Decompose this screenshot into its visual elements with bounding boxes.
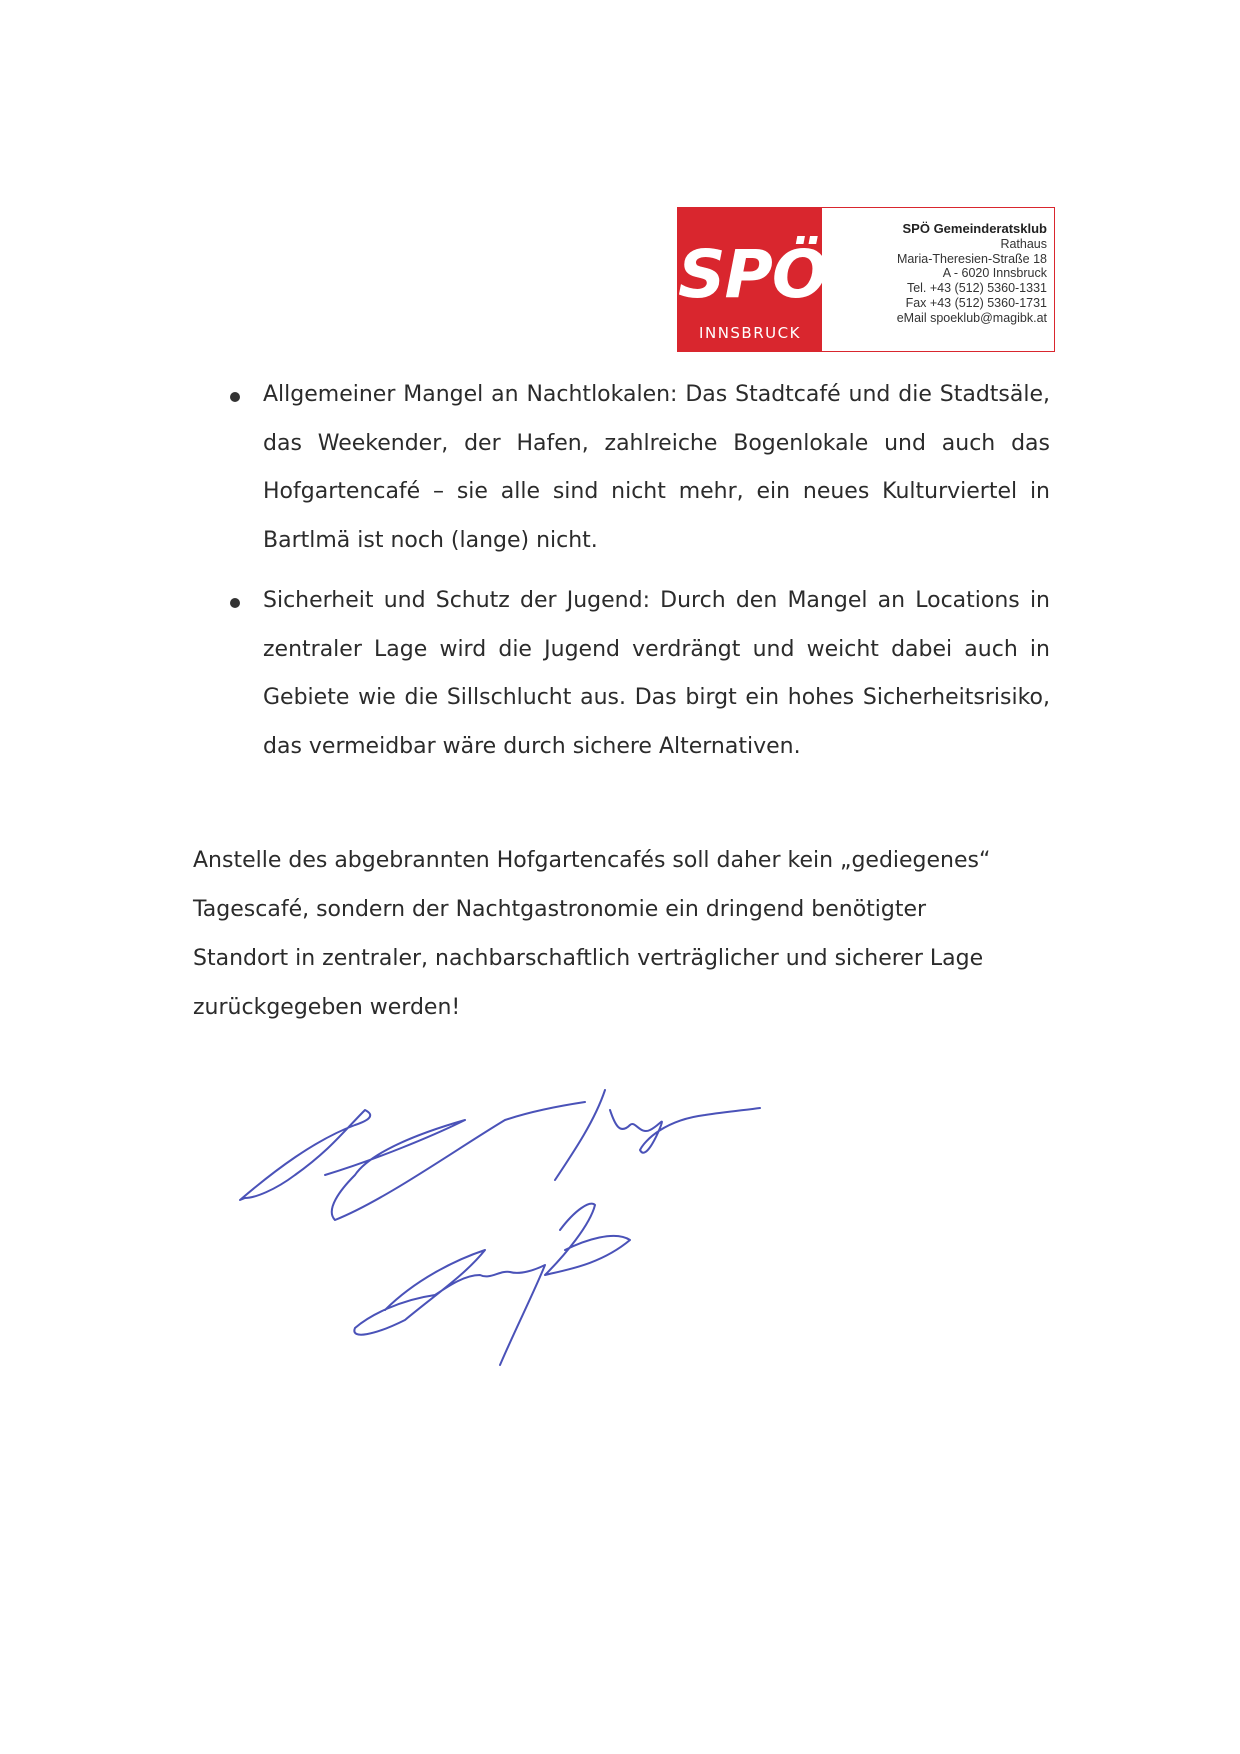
bullet-dot-icon: [230, 598, 240, 608]
closing-paragraph: Anstelle des abgebrannten Hofgartencafés soll daher kein „gediegenes“ Tagescafé, sondern der Nachtgastronomie ein dringend benötigter Standort in zentraler, nachbarschaftlich verträglicher und sicherer Lage zurückgegeben werden!: [193, 848, 991, 1020]
signature-3-loop: [545, 1204, 630, 1275]
address-line-phone: Tel. +43 (512) 5360-1331: [906, 281, 1047, 296]
bullet-item-nightlife: [230, 371, 1050, 565]
logo-text: SPÖ: [678, 236, 828, 313]
bullet-dot-icon: [230, 392, 240, 402]
address-line-city: A - 6020 Innsbruck: [942, 266, 1047, 281]
bullet-text: Sicherheit und Schutz der Jugend: Durch den Mangel an Locations in zentraler Lage wird die Jugend verdrängt und weicht dabei auch in Gebiete wie die Sillschlucht aus. Das birgt ein hohes Sicherheitsrisiko, das vermeidbar wäre durch sichere Alternativen.: [263, 588, 1050, 759]
letterhead: [677, 207, 1055, 352]
signature-1: [240, 1110, 370, 1200]
bullet-item-safety: [230, 577, 1050, 771]
spoe-logo: [678, 208, 828, 351]
address-line-email: eMail spoeklub@magibk.at: [896, 310, 1047, 325]
logo-subtext: INNSBRUCK: [699, 324, 801, 342]
club-name: SPÖ Gemeinderatsklub: [902, 221, 1047, 236]
bullet-text: Allgemeiner Mangel an Nachtlokalen: Das Stadtcafé und die Stadtsäle, das Weekender, der Hafen, zahlreiche Bogenlokale und auch das Hofgartencafé – sie alle sind nicht mehr, ein neues Kulturviertel in Bartlmä ist noch (lange) nicht.: [263, 382, 1050, 553]
signature-3: [354, 1250, 545, 1365]
signature-2: [555, 1090, 760, 1180]
bullet-list: [230, 371, 1050, 783]
club-address: [822, 208, 1054, 351]
address-line-fax: Fax +43 (512) 5360-1731: [905, 295, 1047, 310]
address-line-street: Maria-Theresien-Straße 18: [896, 251, 1047, 266]
handwritten-signatures: [235, 1080, 875, 1380]
address-line-rathaus: Rathaus: [1000, 236, 1047, 251]
signature-1-stroke: [325, 1102, 585, 1220]
